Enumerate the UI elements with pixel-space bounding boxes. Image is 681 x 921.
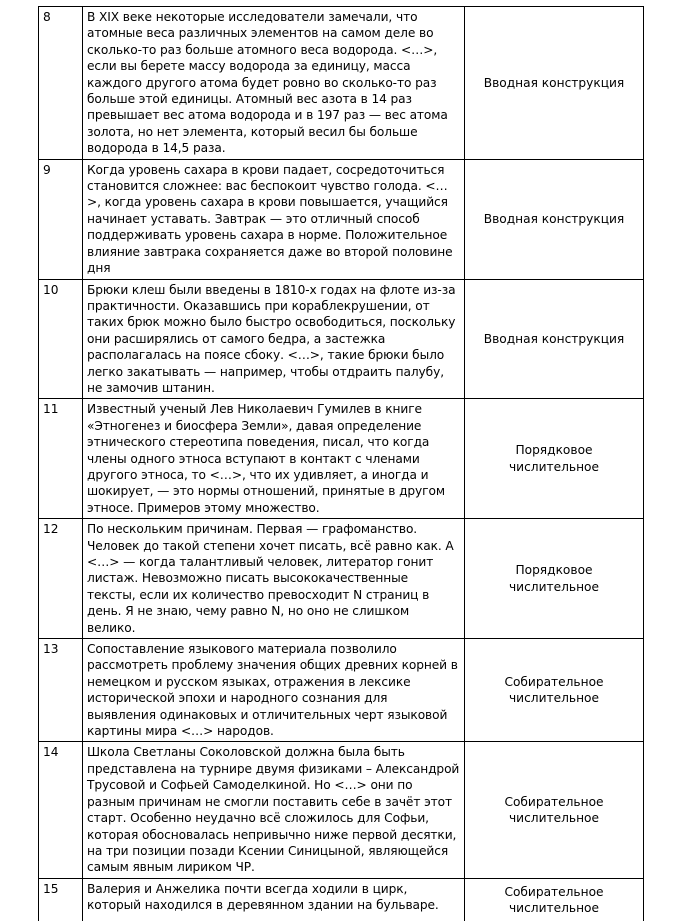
row-answer: Порядковое числительное bbox=[465, 399, 644, 519]
row-answer: Вводная конструкция bbox=[465, 159, 644, 279]
row-answer: Порядковое числительное bbox=[465, 519, 644, 639]
table-row bbox=[39, 399, 644, 519]
table-row bbox=[39, 742, 644, 878]
row-text: Брюки клеш были введены в 1810-х годах на флоте из-за практичности. Оказавшись при кораблекрушении, от таких брюк можно было быстро освободиться, поскольку они расширялись от самого бедра, а застежка располагалась на поясе сбоку. <…>, такие брюки было легко закатывать — например, чтобы отдраить палубу, не замочив штанин. bbox=[83, 279, 465, 399]
row-number: 13 bbox=[39, 639, 83, 742]
row-number: 8 bbox=[39, 7, 83, 160]
table-row bbox=[39, 279, 644, 399]
row-text: Сопоставление языкового материала позволило рассмотреть проблему значения общих древних корней в немецком и русском языках, отражения в лексике исторической эпохи и народного сознания для выявления одинаковых и отличительных черт языковой картины мира <…> народов. bbox=[83, 639, 465, 742]
table-row bbox=[39, 519, 644, 639]
row-answer: Собирательное числительное bbox=[465, 742, 644, 878]
table-row bbox=[39, 878, 644, 921]
row-answer: Вводная конструкция bbox=[465, 7, 644, 160]
row-text: Валерия и Анжелика почти всегда ходили в цирк, который находился в деревянном здании на бульваре. bbox=[83, 878, 465, 921]
answers-table bbox=[38, 6, 644, 921]
table-row bbox=[39, 159, 644, 279]
row-number: 12 bbox=[39, 519, 83, 639]
row-text: В XIX веке некоторые исследователи замечали, что атомные веса различных элементов на самом деле во сколько-то раз больше атомного веса водорода. <…>, если вы берете массу водорода за единицу, масса каждого другого атома будет ровно во сколько-то раз больше этой единицы. Атомный вес азота в 14 раз превышает вес атома водорода и в 197 раз — вес атома золота, но нет элемента, который весил бы больше водорода в 14,5 раза. bbox=[83, 7, 465, 160]
row-text: По нескольким причинам. Первая — графоманство. Человек до такой степени хочет писать, всё равно как. А <…> — когда талантливый человек, литератор гонит листаж. Невозможно писать высококачественные тексты, если их количество превосходит N страниц в день. Я не знаю, чему равно N, но оно не слишком велико. bbox=[83, 519, 465, 639]
row-text: Когда уровень сахара в крови падает, сосредоточиться становится сложнее: вас беспокоит чувство голода. <…>, когда уровень сахара в крови повышается, учащийся начинает уставать. Завтрак — это отличный способ поддерживать уровень сахара в норме. Положительное влияние завтрака сохраняется даже во второй половине дня bbox=[83, 159, 465, 279]
row-answer: Вводная конструкция bbox=[465, 279, 644, 399]
row-number: 14 bbox=[39, 742, 83, 878]
row-number: 11 bbox=[39, 399, 83, 519]
row-text: Известный ученый Лев Николаевич Гумилев в книге «Этногенез и биосфера Земли», давая определение этнического стереотипа поведения, писал, что когда члены одного этноса вступают в контакт с членами другого этноса, то <…>, что их удивляет, а иногда и шокирует, — это нормы отношений, принятые в другом этносе. Примеров этому множество. bbox=[83, 399, 465, 519]
table-row bbox=[39, 639, 644, 742]
row-answer: Собирательное числительное bbox=[465, 639, 644, 742]
row-number: 15 bbox=[39, 878, 83, 921]
row-answer: Собирательное числительное bbox=[465, 878, 644, 921]
row-number: 9 bbox=[39, 159, 83, 279]
row-text: Школа Светланы Соколовской должна была быть представлена на турнире двумя физиками – Александрой Трусовой и Софьей Самоделкиной. Но <…> они по разным причинам не смогли поставить себе в зачёт этот старт. Особенно неудачно всё сложилось для Софьи, которая обосновалась непривычно ниже первой десятки, на три позиции позади Ксении Синицыной, являющейся самым явным лириком ЧР. bbox=[83, 742, 465, 878]
row-number: 10 bbox=[39, 279, 83, 399]
table-row bbox=[39, 7, 644, 160]
